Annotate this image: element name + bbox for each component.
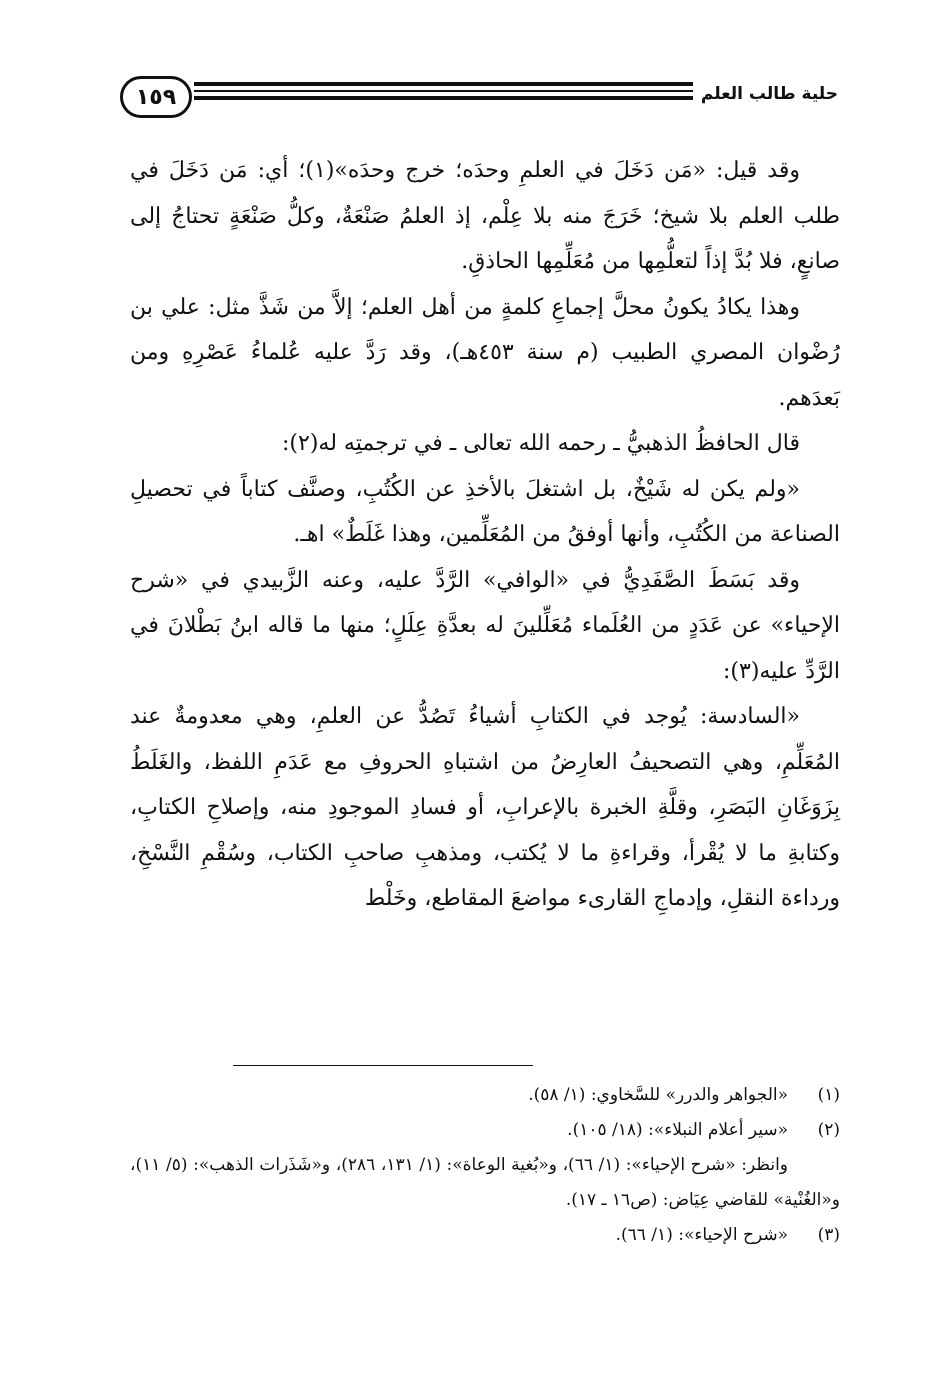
footnote-text: «شرح الإحياء»: (١/ ٦٦). <box>615 1225 788 1245</box>
page-number: ١٥٩ <box>120 76 192 118</box>
header-rule <box>194 82 693 104</box>
footnotes <box>130 1078 840 1253</box>
footnote-number: (١) <box>817 1085 840 1105</box>
footnote-number: (٣) <box>817 1225 840 1245</box>
paragraph: «السادسة: يُوجد في الكتابِ أشياءُ تَصُدُّ عن العلمِ، وهي معدومةٌ عند المُعَلِّمِ، وهي التصحيفُ العارِضُ من اشتباهِ الحروفِ مع عَدَمِ اللفظ، والغَلَطُ بِزَوَغَانِ البَصَرِ، وقلَّةِ الخبرة بالإعرابِ، أو فسادِ الموجودِ منه، وإصلاحِ الكتابِ، وكتابةِ ما لا يُقْرأ، وقراءةِ ما لا يُكتب، ومذهبِ صاحبِ الكتاب، وسُقْمِ النَّسْخِ، ورداءة النقلِ، وإدماجِ القارىء مواضعَ المقاطع، وخَلْط <box>130 704 840 911</box>
paragraph: وقد قيل: «مَن دَخَلَ في العلمِ وحدَه؛ خرج وحدَه»(١)؛ أي: مَن دَخَلَ في طلب العلم بلا شيخ؛ خَرَجَ منه بلا عِلْم، إذ العلمُ صَنْعَةٌ، وكلُّ صَنْعَةٍ تحتاجُ إلى صانعٍ، فلا بُدَّ إذاً لتعلُّمِها من مُعَلِّمِها الحاذقِ. <box>130 158 840 274</box>
page-header <box>120 68 838 128</box>
paragraph: «ولم يكن له شَيْخٌ، بل اشتغلَ بالأخذِ عن الكُتُبِ، وصنَّف كتاباً في تحصيلِ الصناعة من الكُتُبِ، وأنها أوفقُ من المُعَلِّمين، وهذا غَلَطٌ» اهـ. <box>130 476 840 547</box>
footnote-number: (٢) <box>817 1120 840 1140</box>
main-text <box>130 148 840 922</box>
footnote-continuation: وانظر: «شرح الإحياء»: (١/ ٦٦)، و«بُغية الوعاة»: (١/ ١٣١، ٢٨٦)، و«شَذَرات الذهب»: (٥/ ١١)، و«الغُنْية» للقاضي عِيَاض: (ص١٦ ـ ١٧). <box>130 1155 840 1210</box>
paragraph: وهذا يكادُ يكونُ محلَّ إجماعِ كلمةٍ من أهل العلم؛ إلاَّ من شَذَّ مثل: علي بن رُضْوان المصري الطبيب (م سنة ٤٥٣هـ)، وقد رَدَّ عليه عُلماءُ عَصْرِهِ ومن بَعدَهم. <box>130 294 840 411</box>
paragraph: وقد بَسَطَ الصَّفَدِيُّ في «الوافي» الرَّدَّ عليه، وعنه الزَّبيدي في «شرح الإحياء» عن عَدَدٍ من العُلَماء مُعَلِّلينَ له بعدَّةِ عِلَلٍ؛ منها ما قاله ابنُ بَطْلانَ في الرَّدِّ عليه(٣): <box>130 567 840 684</box>
footnote-text: «سير أعلام النبلاء»: (١٨/ ١٠٥). <box>567 1120 788 1140</box>
paragraph: قال الحافظُ الذهبيُّ ـ رحمه الله تعالى ـ في ترجمتِه له(٢): <box>282 431 800 456</box>
footnote-separator <box>233 1065 533 1066</box>
footnote <box>130 1218 840 1253</box>
footnote <box>130 1113 840 1148</box>
running-title: حلية طالب العلم <box>700 84 838 104</box>
footnote-text: «الجواهر والدرر» للسَّخاوي: (١/ ٥٨). <box>528 1085 788 1105</box>
footnote <box>130 1078 840 1113</box>
